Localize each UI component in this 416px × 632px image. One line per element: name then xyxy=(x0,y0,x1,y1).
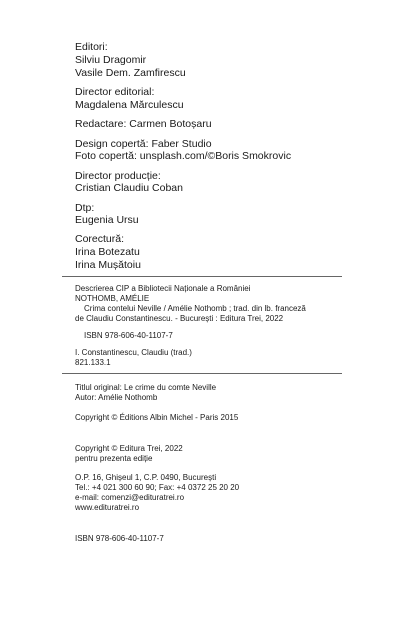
proofreader-name: Irina Botezatu xyxy=(75,246,140,258)
proofreader-name: Irina Mușătoiu xyxy=(75,259,141,271)
cip-isbn: ISBN 978-606-40-1107-7 xyxy=(84,331,173,340)
editorial-director-label: Director editorial: xyxy=(75,86,155,98)
isbn-footer: ISBN 978-606-40-1107-7 xyxy=(75,534,164,543)
proofreading-label: Corectură: xyxy=(75,233,125,245)
production-director-label: Director producție: xyxy=(75,170,161,182)
cip-classification: 821.133.1 xyxy=(75,358,111,367)
original-copyright: Copyright © Éditions Albin Michel - Paris 2015 xyxy=(75,413,239,422)
redaction-credit: Redactare: Carmen Botoșaru xyxy=(75,118,212,130)
editor-name: Silviu Dragomir xyxy=(75,54,147,66)
cip-author: NOTHOMB, AMÉLIE xyxy=(75,294,150,303)
cip-entry-line: Crima contelui Neville / Amélie Nothomb ; trad. din lb. franceză xyxy=(84,304,306,313)
dtp-label: Dtp: xyxy=(75,202,95,214)
cip-heading: Descrierea CIP a Bibliotecii Naționale a României xyxy=(75,284,251,293)
publisher-website: www.edituratrei.ro xyxy=(75,503,140,512)
publisher-email: e-mail: comenzi@edituratrei.ro xyxy=(75,493,185,502)
cover-photo-credit: Foto copertă: unsplash.com/©Boris Smokrovic xyxy=(75,150,292,162)
publisher-phone: Tel.: +4 021 300 60 90; Fax: +4 0372 25 20 20 xyxy=(75,483,240,492)
cip-translator: I. Constantinescu, Claudiu (trad.) xyxy=(75,348,192,357)
divider xyxy=(62,373,342,374)
publisher-scope: pentru prezenta ediție xyxy=(75,454,153,463)
divider xyxy=(62,276,342,277)
publisher-copyright: Copyright © Editura Trei, 2022 xyxy=(75,444,183,453)
cip-entry-line: de Claudiu Constantinescu. - București : Editura Trei, 2022 xyxy=(75,314,284,323)
dtp-name: Eugenia Ursu xyxy=(75,214,139,226)
editor-name: Vasile Dem. Zamfirescu xyxy=(75,67,186,79)
original-title: Titlul original: Le crime du comte Neville xyxy=(75,383,217,392)
editors-label: Editori: xyxy=(75,41,108,53)
production-director-name: Cristian Claudiu Coban xyxy=(75,182,183,194)
publisher-address: O.P. 16, Ghișeul 1, C.P. 0490, București xyxy=(75,473,217,482)
cover-design-credit: Design copertă: Faber Studio xyxy=(75,138,212,150)
editorial-director-name: Magdalena Mărculescu xyxy=(75,99,184,111)
original-author: Autor: Amélie Nothomb xyxy=(75,393,158,402)
